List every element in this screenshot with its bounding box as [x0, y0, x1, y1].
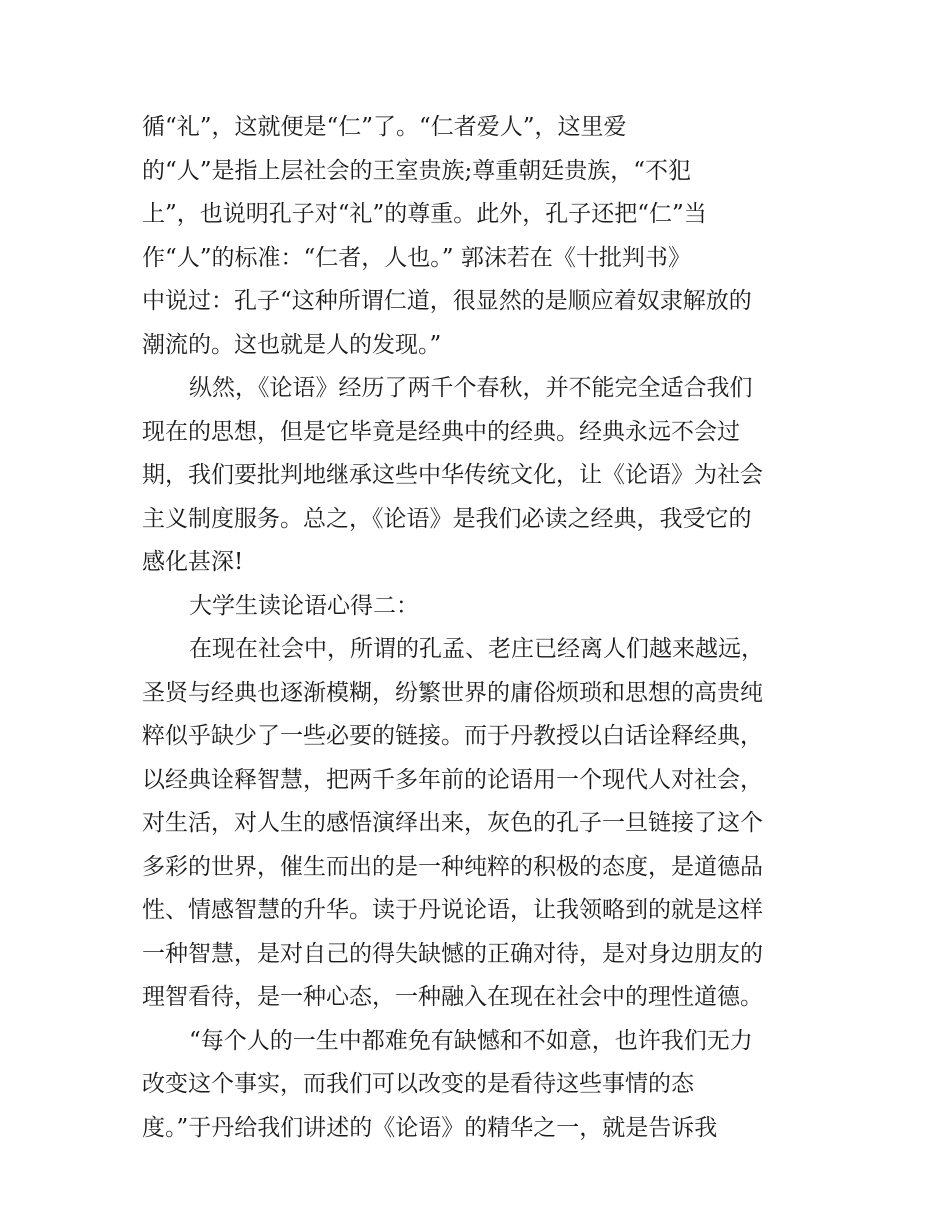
text-line: 循“礼”，这就便是“仁”了。“仁者爱人”，这里爱: [142, 114, 627, 140]
document-body: [142, 106, 814, 1150]
text-line: 中说过：孔子“这种所谓仁道，很显然的是顺应着奴隶解放的: [142, 288, 752, 314]
text-line: 上”，也说明孔子对“礼”的尊重。此外，孔子还把“仁”当: [142, 201, 707, 227]
text-line: 作“人”的标准：“仁者，人也。” 郭沫若在《十批判书》: [142, 244, 691, 271]
text-line: 期，我们要批判地继承这些中华传统文化，让《论语》为社会: [142, 462, 763, 488]
text-line: 纵然，《论语》经历了两千个春秋，并不能完全适合我们: [189, 375, 753, 401]
text-line: 圣贤与经典也逐渐模糊，纷繁世界的庸俗烦琐和思想的高贵纯: [142, 679, 763, 706]
text-line: 一种智慧，是对自己的得失缺憾的正确对待，是对身边朋友的: [142, 940, 763, 967]
text-line: 在现在社会中，所谓的孔孟、老庄已经离人们越来越远，: [189, 636, 764, 662]
text-line: 感化甚深!: [142, 549, 244, 575]
text-line: 大学生读论语心得二：: [189, 592, 419, 619]
text-line: 理智看待，是一种心态，一种融入在现在社会中的理性道德。: [142, 984, 763, 1010]
text-line: 潮流的。这也就是人的发现。”: [142, 331, 442, 358]
text-line: 粹似乎缺少了一些必要的链接。而于丹教授以白话诠释经典，: [142, 723, 763, 749]
text-line: 的“人”是指上层社会的王室贵族;尊重朝廷贵族，“不犯: [142, 157, 692, 184]
text-line: 以经典诠释智慧，把两千多年前的论语用一个现代人对社会，: [142, 766, 763, 793]
text-line: 改变这个事实，而我们可以改变的是看待这些事情的态: [142, 1071, 694, 1097]
text-line: 度。”于丹给我们讲述的《论语》的精华之一，就是告诉我: [142, 1114, 718, 1141]
text-line: 性、情感智慧的升华。读于丹说论语，让我领略到的就是这样: [142, 897, 763, 923]
text-line: 多彩的世界，催生而出的是一种纯粹的积极的态度，是道德品: [142, 853, 763, 880]
text-line: 主义制度服务。总之，《论语》是我们必读之经典，我受它的: [142, 505, 752, 532]
text-line: 对生活，对人生的感悟演绎出来，灰色的孔子一旦链接了这个: [142, 810, 763, 836]
text-line: 现在的思想，但是它毕竟是经典中的经典。经典永远不会过: [142, 418, 740, 445]
text-line: “每个人的一生中都难免有缺憾和不如意，也许我们无力: [189, 1027, 753, 1054]
